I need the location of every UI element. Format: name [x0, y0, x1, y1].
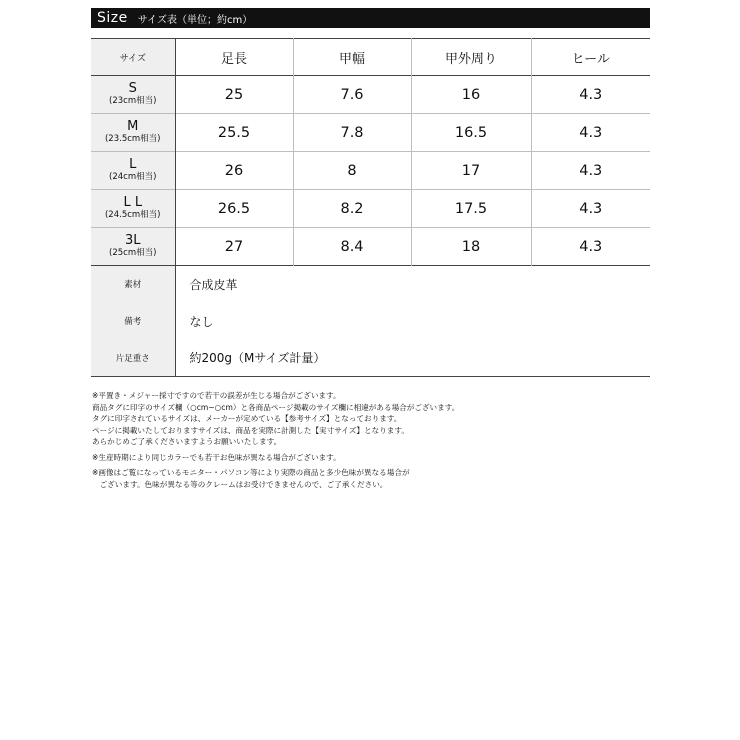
header-size-title: Size — [97, 10, 128, 26]
note-line: ※画像はご覧になっているモニター・パソコン等により実際の商品と多少色味が異なる場合が — [92, 468, 410, 477]
table-cell: 8.2 — [293, 190, 411, 228]
header-subtitle: サイズ表（単位；約cm） — [137, 14, 253, 26]
table-cell: 16.5 — [411, 114, 531, 152]
column-header: ヒール — [571, 51, 610, 67]
table-cell: 26.5 — [175, 190, 293, 228]
info-row-remarks — [91, 303, 650, 340]
size-name: L — [129, 157, 137, 172]
table-cell: 26 — [175, 152, 293, 190]
table-cell: 18 — [411, 228, 531, 266]
table-cell: 4.3 — [579, 162, 603, 179]
size-chart-header — [91, 8, 650, 28]
note-line: あらかじめご了承くださいますようお願いいたします。 — [92, 437, 282, 446]
size-table — [91, 38, 650, 377]
size-equivalent: (25cm相当) — [109, 248, 157, 258]
size-name: S — [128, 81, 137, 96]
table-cell: 17.5 — [411, 190, 531, 228]
size-equivalent: (23cm相当) — [109, 96, 157, 106]
table-row — [91, 114, 650, 152]
size-label-cell — [91, 76, 175, 114]
info-label: 素材 — [91, 266, 175, 303]
table-cell: 16 — [411, 76, 531, 114]
note-line: ございます。色味が異なる等のクレームはお受けできませんので、ご了承ください。 — [92, 479, 388, 489]
column-header: 甲幅 — [293, 39, 411, 76]
size-label-cell — [91, 190, 175, 228]
note-line: ※生産時期により同じカラーでも若干お色味が異なる場合がございます。 — [92, 452, 341, 462]
column-header: 足長 — [175, 39, 293, 76]
notes-section — [92, 390, 652, 490]
table-cell: 4.3 — [579, 238, 603, 255]
size-equivalent: (24.5cm相当) — [104, 210, 161, 220]
info-value: 約200g（Mサイズ計量） — [189, 351, 326, 366]
size-equivalent: (23.5cm相当) — [104, 134, 161, 144]
table-cell: 8.4 — [293, 228, 411, 266]
table-header-row — [91, 39, 650, 76]
size-name: L L — [123, 195, 143, 210]
info-value: なし — [189, 314, 214, 329]
note-line: タグに印字されているサイズは、メーカーが定めている【参考サイズ】となっております。 — [92, 414, 402, 423]
table-cell: 25 — [175, 76, 293, 114]
info-label: 片足重さ — [91, 340, 175, 377]
table-cell: 8 — [293, 152, 411, 190]
size-name: M — [127, 119, 139, 134]
table-cell: 17 — [411, 152, 531, 190]
table-cell: 25.5 — [175, 114, 293, 152]
size-name: 3L — [124, 233, 141, 248]
size-label-cell — [91, 152, 175, 190]
note-line: 商品タグに印字のサイズ欄（○cm~○cm）と各商品ページ掲載のサイズ欄に相違がある場合がございます。 — [92, 402, 460, 412]
corner-label: サイズ — [91, 39, 175, 76]
table-row — [91, 228, 650, 266]
size-equivalent: (24cm相当) — [109, 172, 157, 182]
info-label: 備考 — [91, 303, 175, 340]
size-label-cell — [91, 114, 175, 152]
info-row-material — [91, 266, 650, 303]
note-line: ※平置き・メジャー採寸ですので若干の誤差が生じる場合がございます。 — [92, 391, 341, 400]
column-header: 甲外周り — [411, 39, 531, 76]
table-cell: 4.3 — [579, 124, 603, 141]
table-cell: 27 — [175, 228, 293, 266]
info-value: 合成皮革 — [189, 277, 238, 292]
table-row — [91, 152, 650, 190]
table-cell: 4.3 — [579, 86, 603, 103]
table-row — [91, 76, 650, 114]
table-cell: 7.8 — [293, 114, 411, 152]
info-row-weight — [91, 340, 650, 377]
table-cell: 4.3 — [579, 200, 603, 217]
table-cell: 7.6 — [293, 76, 411, 114]
size-label-cell — [91, 228, 175, 266]
table-row — [91, 190, 650, 228]
note-line: ページに掲載いたしておりますサイズは、商品を実際に計測した【実寸サイズ】となります。 — [92, 425, 409, 435]
